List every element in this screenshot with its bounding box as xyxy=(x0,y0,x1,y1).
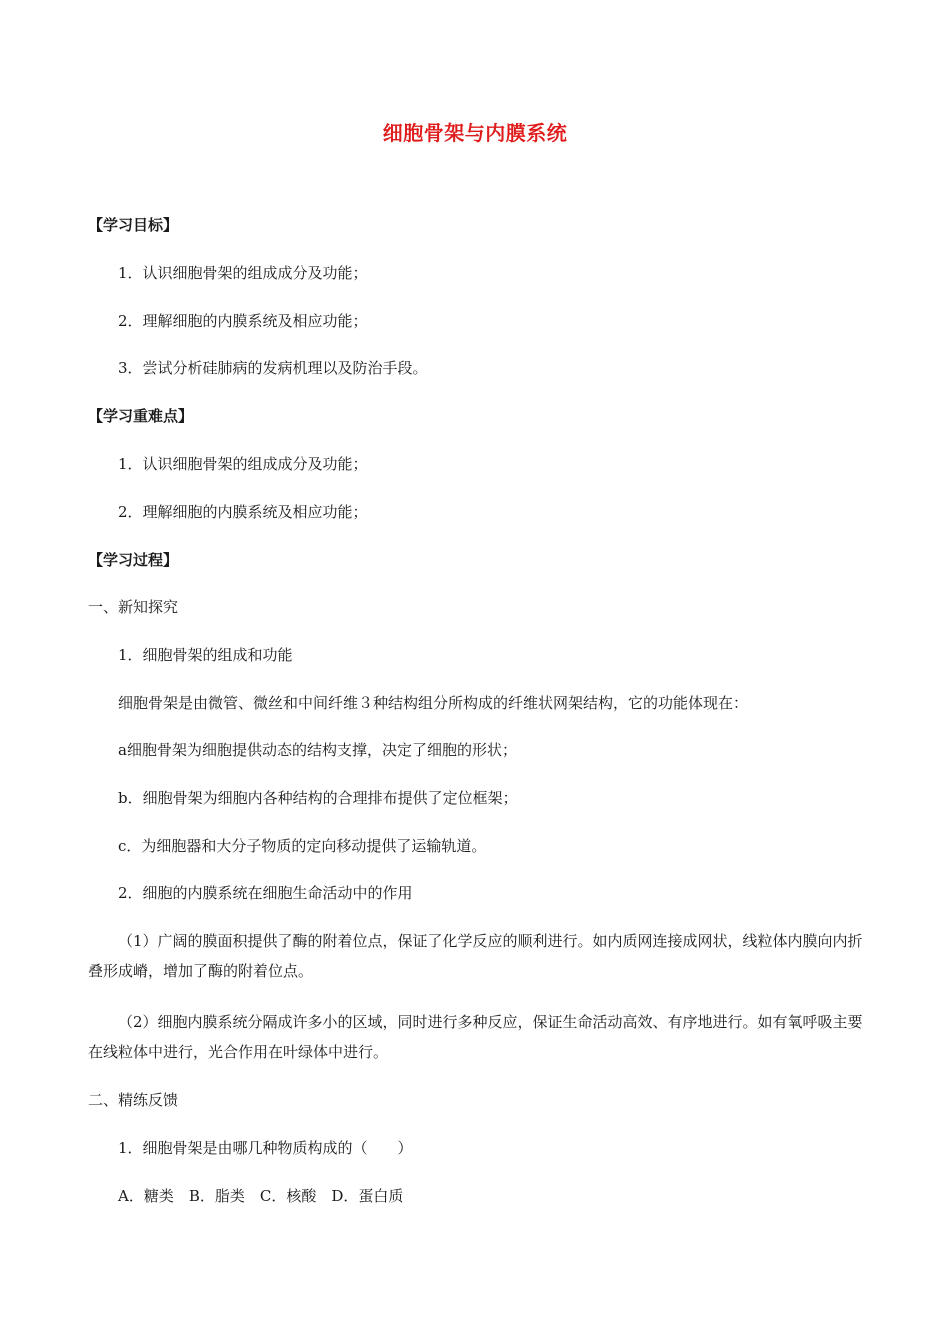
cytoskeleton-intro: 细胞骨架是由微管、微丝和中间纤维３种结构组分所构成的纤维状网架结构，它的功能体现在： xyxy=(118,694,749,712)
cytoskeleton-function-c: c．为细胞器和大分子物质的定向移动提供了运输轨道。 xyxy=(118,837,487,855)
endomembrane-paragraph-1: （1）广阔的膜面积提供了酶的附着位点，保证了化学反应的顺利进行。如内质网连接成网状，线粒体内膜向内折叠形成嵴，增加了酶的附着位点。 xyxy=(88,932,863,980)
subheading-cytoskeleton: 1．细胞骨架的组成和功能 xyxy=(118,646,293,664)
question-1: 1．细胞骨架是由哪几种物质构成的（ ） xyxy=(118,1139,413,1157)
objective-item-3: 3．尝试分析硅肺病的发病机理以及防治手段。 xyxy=(118,359,428,377)
keypoint-item-2: 2．理解细胞的内膜系统及相应功能； xyxy=(118,503,368,521)
objective-item-1: 1．认识细胞骨架的组成成分及功能； xyxy=(118,264,368,282)
keypoints-heading: 【学习重难点】 xyxy=(88,407,194,425)
objective-item-2: 2．理解细胞的内膜系统及相应功能； xyxy=(118,312,368,330)
cytoskeleton-function-b: b．细胞骨架为细胞内各种结构的合理排布提供了定位框架； xyxy=(118,789,518,807)
objectives-heading: 【学习目标】 xyxy=(88,216,179,234)
endomembrane-paragraph-2: （2）细胞内膜系统分隔成许多小的区域，同时进行多种反应，保证生命活动高效、有序地进行。如有氧呼吸主要在线粒体中进行，光合作用在叶绿体中进行。 xyxy=(88,1013,863,1061)
cytoskeleton-function-a: a细胞骨架为细胞提供动态的结构支撑，决定了细胞的形状； xyxy=(118,741,517,759)
section-new-knowledge: 一、新知探究 xyxy=(88,598,179,616)
section-practice: 二、精练反馈 xyxy=(88,1091,179,1109)
question-1-options: A．糖类 B．脂类 C．核酸 D．蛋白质 xyxy=(118,1187,404,1205)
process-heading: 【学习过程】 xyxy=(88,551,179,569)
document-title: 细胞骨架与内膜系统 xyxy=(382,121,568,145)
subheading-endomembrane: 2．细胞的内膜系统在细胞生命活动中的作用 xyxy=(118,884,413,902)
keypoint-item-1: 1．认识细胞骨架的组成成分及功能； xyxy=(118,455,368,473)
